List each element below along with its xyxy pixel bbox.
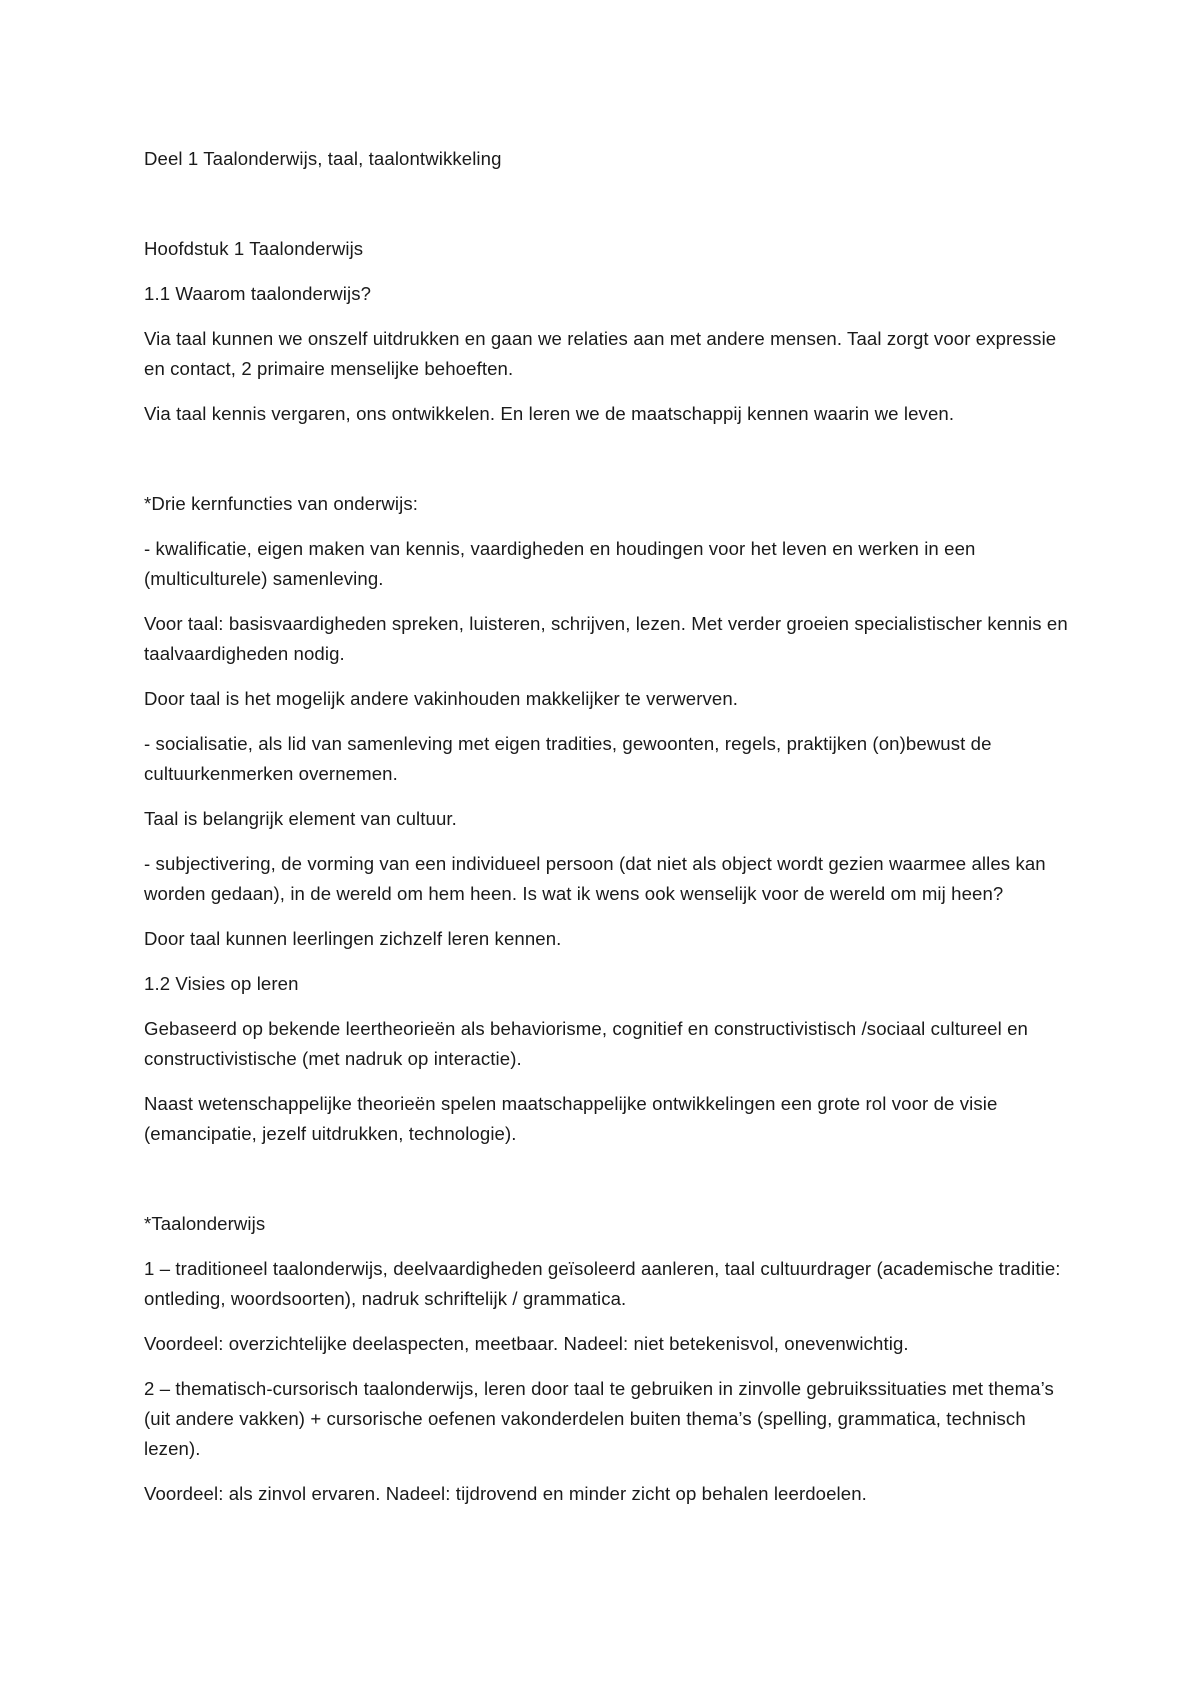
list-item-traditioneel: 1 – traditioneel taalonderwijs, deelvaardigheden geïsoleerd aanleren, taal cultuurdrager (academische traditie: ontleding, woordsoorten), nadruk schriftelijk / grammatica. xyxy=(144,1258,1061,1309)
paragraph: Voordeel: als zinvol ervaren. Nadeel: tijdrovend en minder zicht op behalen leerdoelen. xyxy=(144,1483,867,1504)
paragraph: Door taal kunnen leerlingen zichzelf leren kennen. xyxy=(144,928,562,949)
paragraph: Voordeel: overzichtelijke deelaspecten, meetbaar. Nadeel: niet betekenisvol, onevenwichtig. xyxy=(144,1333,909,1354)
paragraph: Via taal kunnen we onszelf uitdrukken en gaan we relaties aan met andere mensen. Taal zorgt voor expressie en contact, 2 primaire menselijke behoeften. xyxy=(144,328,1057,379)
subheading-kernfuncties: *Drie kernfuncties van onderwijs: xyxy=(144,493,419,514)
subheading-taalonderwijs: *Taalonderwijs xyxy=(144,1213,266,1234)
list-item-socialisatie: - socialisatie, als lid van samenleving met eigen tradities, gewoonten, regels, praktijken (on)bewust de cultuurkenmerken overnemen. xyxy=(144,733,992,784)
paragraph: Taal is belangrijk element van cultuur. xyxy=(144,808,457,829)
section-heading-1-1: 1.1 Waarom taalonderwijs? xyxy=(144,283,372,304)
section-heading-1-2: 1.2 Visies op leren xyxy=(144,973,299,994)
paragraph: Voor taal: basisvaardigheden spreken, luisteren, schrijven, lezen. Met verder groeien specialistischer kennis en taalvaardigheden nodig. xyxy=(144,613,1068,664)
document-title: Deel 1 Taalonderwijs, taal, taalontwikkeling xyxy=(144,148,502,169)
list-item-thematisch: 2 – thematisch-cursorisch taalonderwijs, leren door taal te gebruiken in zinvolle gebruikssituaties met thema’s (uit andere vakken) + cursorische oefenen vakonderdelen buiten thema’s (spelling, grammatica, technisch lezen). xyxy=(144,1378,1054,1459)
paragraph: Naast wetenschappelijke theorieën spelen maatschappelijke ontwikkelingen een grote rol voor de visie (emancipatie, jezelf uitdrukken, technologie). xyxy=(144,1093,998,1144)
paragraph: Door taal is het mogelijk andere vakinhouden makkelijker te verwerven. xyxy=(144,688,739,709)
chapter-heading: Hoofdstuk 1 Taalonderwijs xyxy=(144,238,364,259)
paragraph: Via taal kennis vergaren, ons ontwikkelen. En leren we de maatschappij kennen waarin we leven. xyxy=(144,403,955,424)
list-item-subjectivering: - subjectivering, de vorming van een individueel persoon (dat niet als object wordt gezien waarmee alles kan worden gedaan), in de wereld om hem heen. Is wat ik wens ook wenselijk voor de wereld om mij heen? xyxy=(144,853,1046,904)
document-body xyxy=(144,144,1074,1524)
list-item-kwalificatie: - kwalificatie, eigen maken van kennis, vaardigheden en houdingen voor het leven en werken in een (multiculturele) samenleving. xyxy=(144,538,976,589)
paragraph: Gebaseerd op bekende leertheorieën als behaviorisme, cognitief en constructivistisch /sociaal cultureel en constructivistische (met nadruk op interactie). xyxy=(144,1018,1028,1069)
